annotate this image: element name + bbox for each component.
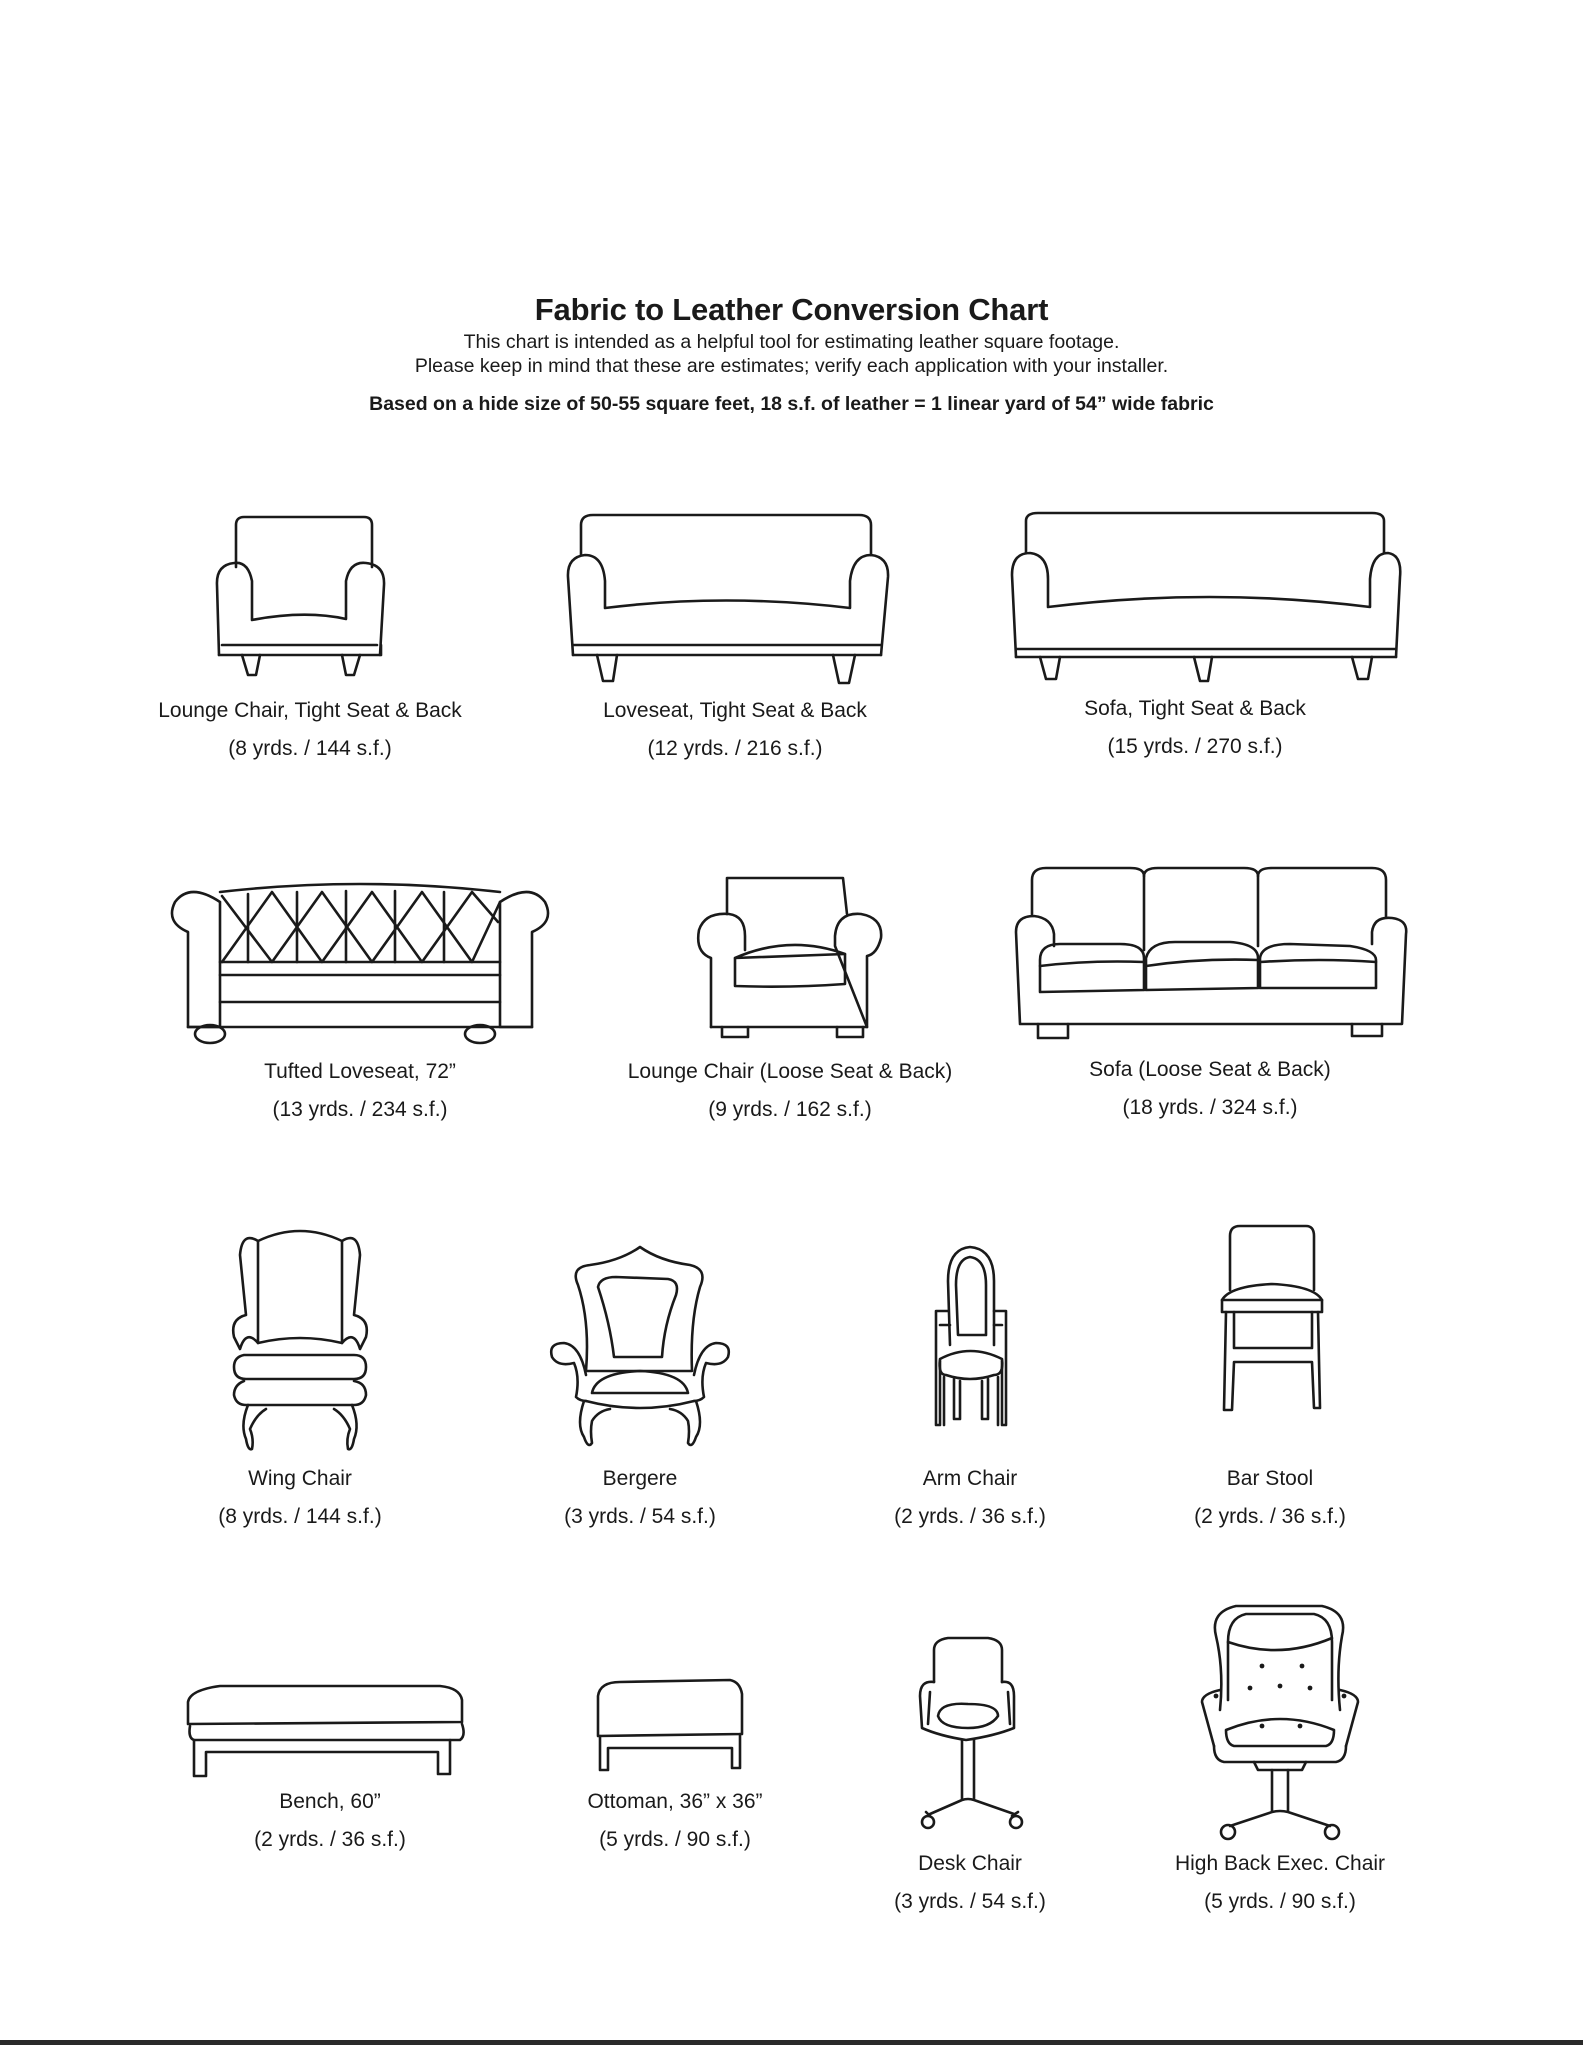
item-quantity: (8 yrds. / 144 s.f.) <box>218 1505 382 1528</box>
item-high-back-exec-chair <box>1150 1590 1410 1913</box>
lounge-chair-tight-icon <box>130 505 490 685</box>
bar-stool-icon <box>1170 1200 1370 1450</box>
item-sofa-tight <box>990 505 1400 758</box>
item-quantity: (3 yrds. / 54 s.f.) <box>564 1505 716 1528</box>
item-label: Tufted Loveseat, 72” <box>264 1060 456 1083</box>
item-quantity: (13 yrds. / 234 s.f.) <box>272 1098 448 1121</box>
item-label: Bar Stool <box>1226 1467 1314 1490</box>
item-quantity: (15 yrds. / 270 s.f.) <box>1107 735 1283 758</box>
desk-chair-icon <box>870 1620 1070 1840</box>
item-label: Lounge Chair (Loose Seat & Back) <box>627 1060 953 1083</box>
item-sofa-loose <box>1000 862 1420 1119</box>
item-quantity: (5 yrds. / 90 s.f.) <box>1204 1890 1356 1913</box>
item-bench <box>180 1670 480 1851</box>
item-label: Arm Chair <box>922 1467 1018 1490</box>
item-quantity: (2 yrds. / 36 s.f.) <box>894 1505 1046 1528</box>
item-label: Bergere <box>602 1467 678 1490</box>
item-label: High Back Exec. Chair <box>1174 1852 1386 1875</box>
item-label: Sofa (Loose Seat & Back) <box>1089 1058 1331 1081</box>
item-bergere <box>540 1225 740 1528</box>
scan-edge-rule <box>0 2040 1583 2045</box>
item-quantity: (18 yrds. / 324 s.f.) <box>1122 1096 1298 1119</box>
item-quantity: (2 yrds. / 36 s.f.) <box>254 1828 406 1851</box>
wing-chair-icon <box>200 1225 400 1455</box>
sofa-tight-icon <box>990 505 1400 685</box>
item-label: Sofa, Tight Seat & Back <box>1084 697 1306 720</box>
item-tufted-loveseat <box>160 862 560 1121</box>
item-label: Bench, 60” <box>279 1790 381 1813</box>
item-ottoman <box>540 1670 810 1851</box>
sofa-loose-icon <box>1000 862 1420 1047</box>
item-lounge-chair-loose <box>605 862 975 1121</box>
item-quantity: (9 yrds. / 162 s.f.) <box>708 1098 872 1121</box>
high-back-exec-chair-icon <box>1150 1590 1410 1840</box>
item-quantity: (3 yrds. / 54 s.f.) <box>894 1890 1046 1913</box>
item-label: Wing Chair <box>248 1467 352 1490</box>
chart-header <box>0 290 1583 416</box>
item-quantity: (2 yrds. / 36 s.f.) <box>1194 1505 1346 1528</box>
item-bar-stool <box>1170 1200 1370 1528</box>
bench-icon <box>180 1670 480 1780</box>
item-quantity: (5 yrds. / 90 s.f.) <box>599 1828 751 1851</box>
lounge-chair-loose-icon <box>605 862 975 1047</box>
ottoman-icon <box>540 1670 810 1780</box>
conversion-basis: Based on a hide size of 50-55 square feet, 18 s.f. of leather = 1 linear yard of 54” wide fabric <box>369 393 1214 415</box>
item-label: Ottoman, 36” x 36” <box>587 1790 763 1813</box>
page-title: Fabric to Leather Conversion Chart <box>534 292 1049 327</box>
item-lounge-chair-tight <box>130 505 490 760</box>
bergere-icon <box>540 1225 740 1455</box>
tufted-loveseat-icon <box>160 862 560 1047</box>
item-label: Lounge Chair, Tight Seat & Back <box>158 699 462 722</box>
item-wing-chair <box>200 1225 400 1528</box>
intro-line-1: This chart is intended as a helpful tool for estimating leather square footage. <box>463 331 1120 353</box>
item-quantity: (8 yrds. / 144 s.f.) <box>228 737 392 760</box>
item-quantity: (12 yrds. / 216 s.f.) <box>647 737 823 760</box>
arm-chair-icon <box>870 1225 1070 1455</box>
item-label: Desk Chair <box>918 1852 1022 1875</box>
loveseat-tight-icon <box>545 505 925 685</box>
intro-line-2: Please keep in mind that these are estimates; verify each application with your installer. <box>414 355 1169 377</box>
item-arm-chair <box>870 1225 1070 1528</box>
item-desk-chair <box>870 1620 1070 1913</box>
item-label: Loveseat, Tight Seat & Back <box>603 699 867 722</box>
item-loveseat-tight <box>545 505 925 760</box>
